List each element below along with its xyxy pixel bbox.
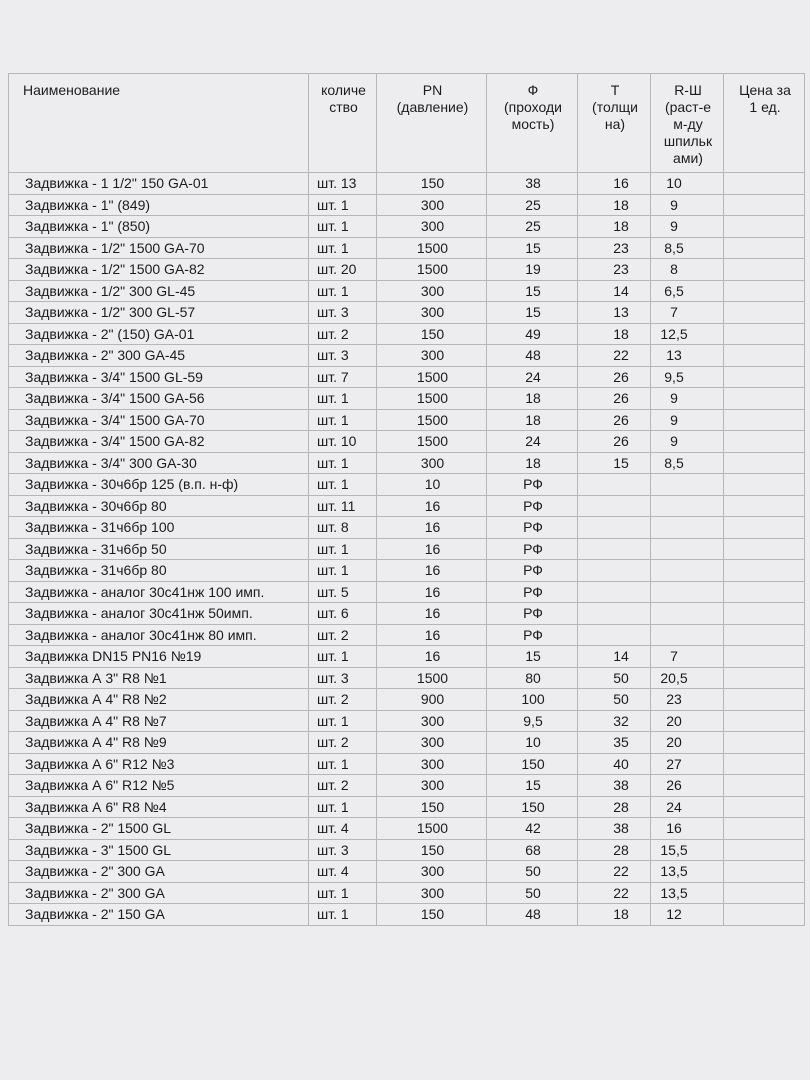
cell-thickness: 23 <box>578 259 651 281</box>
cell-thickness: 16 <box>578 173 651 195</box>
cell-phi: РФ <box>487 560 578 582</box>
cell-name: Задвижка - 2" 150 GA <box>9 904 309 926</box>
table-row <box>9 710 805 732</box>
table-row <box>9 302 805 324</box>
table-row <box>9 882 805 904</box>
cell-qty: шт. 2 <box>309 775 377 797</box>
cell-phi: РФ <box>487 538 578 560</box>
cell-pn: 16 <box>377 538 487 560</box>
cell-thickness: 26 <box>578 409 651 431</box>
cell-phi: 10 <box>487 732 578 754</box>
cell-phi: 150 <box>487 753 578 775</box>
table-row <box>9 581 805 603</box>
cell-thickness: 38 <box>578 775 651 797</box>
cell-qty: шт. 2 <box>309 323 377 345</box>
cell-stud-distance <box>651 560 724 582</box>
cell-thickness <box>578 624 651 646</box>
cell-phi: 15 <box>487 237 578 259</box>
cell-name: Задвижка - 2" 300 GA <box>9 882 309 904</box>
cell-stud-distance <box>651 624 724 646</box>
cell-pn: 300 <box>377 216 487 238</box>
cell-stud-distance: 7 <box>651 646 724 668</box>
cell-thickness: 26 <box>578 431 651 453</box>
cell-thickness: 28 <box>578 839 651 861</box>
cell-stud-distance: 7 <box>651 302 724 324</box>
cell-pn: 1500 <box>377 431 487 453</box>
cell-qty: шт. 8 <box>309 517 377 539</box>
cell-qty: шт. 1 <box>309 538 377 560</box>
cell-thickness <box>578 517 651 539</box>
cell-phi: 80 <box>487 667 578 689</box>
cell-price <box>724 689 805 711</box>
cell-stud-distance: 9 <box>651 431 724 453</box>
cell-thickness: 18 <box>578 323 651 345</box>
cell-name: Задвижка - 1/2" 1500 GA-82 <box>9 259 309 281</box>
cell-thickness: 35 <box>578 732 651 754</box>
cell-price <box>724 216 805 238</box>
table-row <box>9 216 805 238</box>
table-row <box>9 603 805 625</box>
table-row <box>9 689 805 711</box>
cell-stud-distance: 20 <box>651 732 724 754</box>
cell-phi: РФ <box>487 474 578 496</box>
cell-price <box>724 366 805 388</box>
table-row <box>9 624 805 646</box>
cell-stud-distance: 8,5 <box>651 237 724 259</box>
cell-pn: 16 <box>377 517 487 539</box>
cell-stud-distance: 23 <box>651 689 724 711</box>
cell-stud-distance: 15,5 <box>651 839 724 861</box>
cell-name: Задвижка А 4" R8 №2 <box>9 689 309 711</box>
table-body <box>9 173 805 926</box>
cell-phi: РФ <box>487 581 578 603</box>
table-row <box>9 646 805 668</box>
cell-qty: шт. 2 <box>309 689 377 711</box>
table-row <box>9 775 805 797</box>
cell-qty: шт. 3 <box>309 345 377 367</box>
cell-pn: 150 <box>377 796 487 818</box>
cell-thickness: 50 <box>578 667 651 689</box>
cell-phi: 18 <box>487 452 578 474</box>
cell-pn: 150 <box>377 839 487 861</box>
cell-qty: шт. 3 <box>309 839 377 861</box>
cell-pn: 16 <box>377 603 487 625</box>
cell-name: Задвижка DN15 PN16 №19 <box>9 646 309 668</box>
table-row <box>9 517 805 539</box>
cell-phi: 24 <box>487 366 578 388</box>
header-qty: количе ство <box>309 74 377 173</box>
table-row <box>9 861 805 883</box>
cell-phi: РФ <box>487 495 578 517</box>
cell-price <box>724 818 805 840</box>
cell-phi: 25 <box>487 194 578 216</box>
cell-pn: 300 <box>377 775 487 797</box>
cell-pn: 1500 <box>377 818 487 840</box>
cell-price <box>724 667 805 689</box>
cell-thickness <box>578 603 651 625</box>
cell-pn: 10 <box>377 474 487 496</box>
cell-stud-distance: 20 <box>651 710 724 732</box>
table-row <box>9 904 805 926</box>
cell-name: Задвижка - 1/2" 300 GL-45 <box>9 280 309 302</box>
cell-pn: 150 <box>377 323 487 345</box>
cell-price <box>724 517 805 539</box>
cell-stud-distance: 6,5 <box>651 280 724 302</box>
cell-pn: 150 <box>377 173 487 195</box>
table-row <box>9 194 805 216</box>
cell-qty: шт. 1 <box>309 904 377 926</box>
cell-thickness: 23 <box>578 237 651 259</box>
cell-qty: шт. 1 <box>309 194 377 216</box>
cell-thickness: 14 <box>578 280 651 302</box>
cell-price <box>724 173 805 195</box>
cell-pn: 16 <box>377 646 487 668</box>
table-row <box>9 259 805 281</box>
cell-pn: 300 <box>377 280 487 302</box>
header-row <box>9 74 805 173</box>
cell-name: Задвижка А 3" R8 №1 <box>9 667 309 689</box>
cell-stud-distance <box>651 581 724 603</box>
cell-stud-distance <box>651 538 724 560</box>
cell-pn: 1500 <box>377 409 487 431</box>
cell-qty: шт. 1 <box>309 280 377 302</box>
cell-thickness: 40 <box>578 753 651 775</box>
cell-qty: шт. 6 <box>309 603 377 625</box>
cell-thickness: 15 <box>578 452 651 474</box>
cell-stud-distance: 12 <box>651 904 724 926</box>
cell-name: Задвижка - 30ч6бр 125 (в.п. н-ф) <box>9 474 309 496</box>
cell-thickness <box>578 538 651 560</box>
cell-price <box>724 495 805 517</box>
cell-name: Задвижка - аналог 30с41нж 50имп. <box>9 603 309 625</box>
cell-name: Задвижка А 6" R12 №3 <box>9 753 309 775</box>
cell-name: Задвижка - 1/2" 300 GL-57 <box>9 302 309 324</box>
cell-qty: шт. 1 <box>309 452 377 474</box>
cell-phi: 9,5 <box>487 710 578 732</box>
cell-pn: 300 <box>377 302 487 324</box>
cell-thickness: 38 <box>578 818 651 840</box>
cell-thickness <box>578 581 651 603</box>
cell-phi: 42 <box>487 818 578 840</box>
cell-qty: шт. 1 <box>309 710 377 732</box>
header-price: Цена за 1 ед. <box>724 74 805 173</box>
cell-phi: 38 <box>487 173 578 195</box>
header-stud-distance: R-Ш (раст-е м-ду шпильк ами) <box>651 74 724 173</box>
cell-thickness: 18 <box>578 216 651 238</box>
cell-price <box>724 581 805 603</box>
cell-stud-distance: 9 <box>651 216 724 238</box>
cell-name: Задвижка - 1/2" 1500 GA-70 <box>9 237 309 259</box>
cell-qty: шт. 1 <box>309 882 377 904</box>
cell-thickness: 28 <box>578 796 651 818</box>
cell-stud-distance: 13 <box>651 345 724 367</box>
cell-name: Задвижка - 3/4" 1500 GA-82 <box>9 431 309 453</box>
cell-name: Задвижка - аналог 30с41нж 80 имп. <box>9 624 309 646</box>
cell-qty: шт. 1 <box>309 646 377 668</box>
cell-stud-distance <box>651 474 724 496</box>
cell-price <box>724 882 805 904</box>
cell-qty: шт. 1 <box>309 560 377 582</box>
cell-phi: 50 <box>487 861 578 883</box>
table-row <box>9 431 805 453</box>
cell-thickness <box>578 495 651 517</box>
cell-qty: шт. 3 <box>309 302 377 324</box>
header-thickness: Т (толщи на) <box>578 74 651 173</box>
cell-pn: 900 <box>377 689 487 711</box>
cell-price <box>724 775 805 797</box>
cell-stud-distance: 24 <box>651 796 724 818</box>
cell-thickness <box>578 560 651 582</box>
cell-phi: РФ <box>487 517 578 539</box>
table-header <box>9 74 805 173</box>
table-row <box>9 560 805 582</box>
cell-pn: 300 <box>377 882 487 904</box>
cell-phi: 18 <box>487 388 578 410</box>
cell-stud-distance: 16 <box>651 818 724 840</box>
cell-stud-distance: 12,5 <box>651 323 724 345</box>
cell-qty: шт. 1 <box>309 388 377 410</box>
cell-qty: шт. 3 <box>309 667 377 689</box>
cell-name: Задвижка - 31ч6бр 80 <box>9 560 309 582</box>
cell-price <box>724 839 805 861</box>
table-row <box>9 667 805 689</box>
cell-phi: 48 <box>487 345 578 367</box>
table-row <box>9 409 805 431</box>
cell-qty: шт. 1 <box>309 216 377 238</box>
cell-pn: 300 <box>377 753 487 775</box>
cell-name: Задвижка - 1 1/2" 150 GA-01 <box>9 173 309 195</box>
cell-pn: 150 <box>377 904 487 926</box>
cell-pn: 16 <box>377 624 487 646</box>
cell-phi: 15 <box>487 775 578 797</box>
table-row <box>9 474 805 496</box>
cell-phi: 25 <box>487 216 578 238</box>
cell-price <box>724 388 805 410</box>
cell-thickness: 22 <box>578 345 651 367</box>
cell-name: Задвижка - 3/4" 300 GA-30 <box>9 452 309 474</box>
cell-qty: шт. 20 <box>309 259 377 281</box>
cell-price <box>724 732 805 754</box>
cell-phi: 48 <box>487 904 578 926</box>
cell-price <box>724 710 805 732</box>
cell-price <box>724 302 805 324</box>
cell-thickness: 26 <box>578 388 651 410</box>
cell-name: Задвижка - 31ч6бр 100 <box>9 517 309 539</box>
cell-price <box>724 452 805 474</box>
cell-name: Задвижка - 3/4" 1500 GA-56 <box>9 388 309 410</box>
cell-thickness: 14 <box>578 646 651 668</box>
cell-stud-distance: 26 <box>651 775 724 797</box>
header-pn: PN (давление) <box>377 74 487 173</box>
cell-name: Задвижка - 1" (850) <box>9 216 309 238</box>
cell-phi: 24 <box>487 431 578 453</box>
table-row <box>9 818 805 840</box>
cell-stud-distance <box>651 495 724 517</box>
cell-price <box>724 861 805 883</box>
table-row <box>9 237 805 259</box>
cell-name: Задвижка - аналог 30с41нж 100 имп. <box>9 581 309 603</box>
cell-pn: 300 <box>377 861 487 883</box>
cell-price <box>724 431 805 453</box>
cell-thickness: 32 <box>578 710 651 732</box>
cell-price <box>724 259 805 281</box>
cell-qty: шт. 2 <box>309 624 377 646</box>
table-row <box>9 839 805 861</box>
cell-price <box>724 237 805 259</box>
cell-price <box>724 538 805 560</box>
table-row <box>9 173 805 195</box>
cell-name: Задвижка - 3/4" 1500 GL-59 <box>9 366 309 388</box>
cell-pn: 1500 <box>377 366 487 388</box>
cell-stud-distance: 9,5 <box>651 366 724 388</box>
cell-pn: 300 <box>377 194 487 216</box>
table-row <box>9 366 805 388</box>
cell-price <box>724 624 805 646</box>
cell-phi: 50 <box>487 882 578 904</box>
cell-price <box>724 603 805 625</box>
cell-stud-distance <box>651 517 724 539</box>
cell-thickness <box>578 474 651 496</box>
cell-price <box>724 560 805 582</box>
cell-name: Задвижка - 31ч6бр 50 <box>9 538 309 560</box>
cell-pn: 300 <box>377 710 487 732</box>
cell-name: Задвижка - 2" 1500 GL <box>9 818 309 840</box>
cell-stud-distance: 13,5 <box>651 882 724 904</box>
cell-pn: 1500 <box>377 259 487 281</box>
cell-thickness: 22 <box>578 861 651 883</box>
cell-qty: шт. 4 <box>309 861 377 883</box>
valves-table <box>8 73 805 926</box>
cell-phi: 100 <box>487 689 578 711</box>
cell-phi: 49 <box>487 323 578 345</box>
table-row <box>9 323 805 345</box>
cell-phi: 150 <box>487 796 578 818</box>
cell-pn: 16 <box>377 560 487 582</box>
cell-qty: шт. 7 <box>309 366 377 388</box>
cell-price <box>724 753 805 775</box>
cell-name: Задвижка - 2" (150) GA-01 <box>9 323 309 345</box>
cell-pn: 16 <box>377 495 487 517</box>
cell-stud-distance: 9 <box>651 388 724 410</box>
cell-phi: РФ <box>487 624 578 646</box>
table-row <box>9 280 805 302</box>
cell-name: Задвижка А 4" R8 №9 <box>9 732 309 754</box>
cell-name: Задвижка - 2" 300 GA <box>9 861 309 883</box>
cell-name: Задвижка - 1" (849) <box>9 194 309 216</box>
cell-pn: 16 <box>377 581 487 603</box>
cell-pn: 1500 <box>377 237 487 259</box>
cell-price <box>724 409 805 431</box>
cell-name: Задвижка А 4" R8 №7 <box>9 710 309 732</box>
table-row <box>9 452 805 474</box>
cell-qty: шт. 1 <box>309 753 377 775</box>
cell-qty: шт. 11 <box>309 495 377 517</box>
cell-name: Задвижка - 2" 300 GA-45 <box>9 345 309 367</box>
cell-price <box>724 345 805 367</box>
cell-phi: 18 <box>487 409 578 431</box>
cell-qty: шт. 13 <box>309 173 377 195</box>
cell-price <box>724 474 805 496</box>
cell-name: Задвижка А 6" R8 №4 <box>9 796 309 818</box>
cell-phi: 19 <box>487 259 578 281</box>
cell-price <box>724 796 805 818</box>
cell-stud-distance: 9 <box>651 194 724 216</box>
cell-qty: шт. 1 <box>309 237 377 259</box>
cell-thickness: 18 <box>578 904 651 926</box>
cell-thickness: 26 <box>578 366 651 388</box>
cell-stud-distance: 9 <box>651 409 724 431</box>
cell-price <box>724 904 805 926</box>
cell-price <box>724 280 805 302</box>
cell-pn: 1500 <box>377 388 487 410</box>
cell-stud-distance: 13,5 <box>651 861 724 883</box>
cell-pn: 300 <box>377 345 487 367</box>
cell-stud-distance: 8,5 <box>651 452 724 474</box>
cell-price <box>724 646 805 668</box>
cell-qty: шт. 5 <box>309 581 377 603</box>
table-row <box>9 345 805 367</box>
cell-stud-distance: 10 <box>651 173 724 195</box>
header-phi: Ф (проходи мость) <box>487 74 578 173</box>
cell-stud-distance: 27 <box>651 753 724 775</box>
cell-qty: шт. 1 <box>309 474 377 496</box>
cell-stud-distance <box>651 603 724 625</box>
cell-price <box>724 323 805 345</box>
table-row <box>9 732 805 754</box>
cell-name: Задвижка - 30ч6бр 80 <box>9 495 309 517</box>
cell-stud-distance: 8 <box>651 259 724 281</box>
cell-thickness: 22 <box>578 882 651 904</box>
header-name: Наименование <box>9 74 309 173</box>
cell-thickness: 18 <box>578 194 651 216</box>
cell-price <box>724 194 805 216</box>
cell-thickness: 50 <box>578 689 651 711</box>
table-row <box>9 753 805 775</box>
cell-name: Задвижка - 3" 1500 GL <box>9 839 309 861</box>
cell-stud-distance: 20,5 <box>651 667 724 689</box>
table-row <box>9 538 805 560</box>
cell-qty: шт. 1 <box>309 409 377 431</box>
cell-phi: 15 <box>487 646 578 668</box>
table-row <box>9 796 805 818</box>
table-row <box>9 495 805 517</box>
cell-phi: РФ <box>487 603 578 625</box>
cell-pn: 300 <box>377 452 487 474</box>
cell-qty: шт. 1 <box>309 796 377 818</box>
cell-phi: 15 <box>487 302 578 324</box>
cell-pn: 300 <box>377 732 487 754</box>
cell-pn: 1500 <box>377 667 487 689</box>
cell-phi: 15 <box>487 280 578 302</box>
cell-phi: 68 <box>487 839 578 861</box>
cell-name: Задвижка - 3/4" 1500 GA-70 <box>9 409 309 431</box>
cell-qty: шт. 4 <box>309 818 377 840</box>
cell-name: Задвижка А 6" R12 №5 <box>9 775 309 797</box>
cell-thickness: 13 <box>578 302 651 324</box>
cell-qty: шт. 2 <box>309 732 377 754</box>
cell-qty: шт. 10 <box>309 431 377 453</box>
table-row <box>9 388 805 410</box>
